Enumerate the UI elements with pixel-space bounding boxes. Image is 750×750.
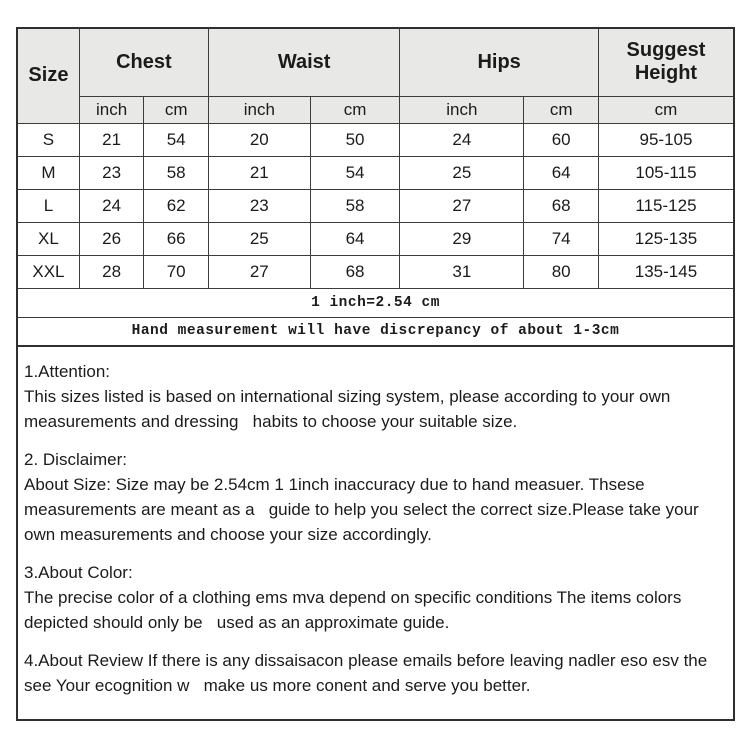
info-box xyxy=(16,347,735,721)
size-label-cell: S xyxy=(17,123,79,156)
header-chest: Chest xyxy=(79,28,208,96)
about-color-heading: 3.About Color: xyxy=(24,563,133,582)
value-cell: 26 xyxy=(79,222,144,255)
attention-heading: 1.Attention: xyxy=(24,362,111,381)
header-chest-inch: inch xyxy=(79,96,144,123)
table-row-xxl xyxy=(17,255,734,288)
header-waist-inch: inch xyxy=(208,96,310,123)
value-cell: 25 xyxy=(208,222,310,255)
value-cell: 125-135 xyxy=(598,222,734,255)
measurement-discrepancy-note: Hand measurement will have discrepancy of about 1-3cm xyxy=(17,317,734,346)
value-cell: 54 xyxy=(144,123,209,156)
value-cell: 21 xyxy=(79,123,144,156)
value-cell: 66 xyxy=(144,222,209,255)
table-row-xl xyxy=(17,222,734,255)
value-cell: 29 xyxy=(400,222,524,255)
table-row-s xyxy=(17,123,734,156)
value-cell: 28 xyxy=(79,255,144,288)
value-cell: 135-145 xyxy=(598,255,734,288)
header-hips: Hips xyxy=(400,28,599,96)
header-waist-cm: cm xyxy=(310,96,400,123)
value-cell: 68 xyxy=(310,255,400,288)
header-chest-cm: cm xyxy=(144,96,209,123)
value-cell: 74 xyxy=(524,222,599,255)
value-cell: 23 xyxy=(208,189,310,222)
value-cell: 50 xyxy=(310,123,400,156)
table-row-l xyxy=(17,189,734,222)
header-waist: Waist xyxy=(208,28,399,96)
header-hips-inch: inch xyxy=(400,96,524,123)
header-row-groups xyxy=(17,28,734,96)
size-label-cell: M xyxy=(17,156,79,189)
header-row-units xyxy=(17,96,734,123)
table-row-m xyxy=(17,156,734,189)
disclaimer-heading: 2. Disclaimer: xyxy=(24,450,127,469)
value-cell: 24 xyxy=(79,189,144,222)
value-cell: 27 xyxy=(208,255,310,288)
size-label-cell: L xyxy=(17,189,79,222)
note-row-discrepancy xyxy=(17,317,734,346)
value-cell: 27 xyxy=(400,189,524,222)
value-cell: 20 xyxy=(208,123,310,156)
value-cell: 80 xyxy=(524,255,599,288)
value-cell: 21 xyxy=(208,156,310,189)
header-hips-cm: cm xyxy=(524,96,599,123)
info-section-attention xyxy=(24,359,723,434)
disclaimer-body: About Size: Size may be 2.54cm 1 1inch inaccuracy due to hand measuer. Thsese measurements are meant as a guide to help you select the correct size.Please take your own measurements and choose your size accordingly. xyxy=(24,475,704,544)
info-section-about-color xyxy=(24,560,723,635)
info-section-disclaimer xyxy=(24,447,723,547)
value-cell: 54 xyxy=(310,156,400,189)
value-cell: 95-105 xyxy=(598,123,734,156)
header-suggest-height: Suggest Height xyxy=(598,28,734,96)
value-cell: 105-115 xyxy=(598,156,734,189)
attention-body: This sizes listed is based on international sizing system, please according to your own measurements and dressing habits to choose your suitable size. xyxy=(24,387,676,431)
value-cell: 115-125 xyxy=(598,189,734,222)
value-cell: 23 xyxy=(79,156,144,189)
value-cell: 64 xyxy=(524,156,599,189)
value-cell: 58 xyxy=(310,189,400,222)
value-cell: 58 xyxy=(144,156,209,189)
info-section-about-review xyxy=(24,648,723,698)
about-review-body: 4.About Review If there is any dissaisacon please emails before leaving nadler eso esv the see Your ecognition w make us more conent and serve you better. xyxy=(24,651,712,695)
note-row-conversion xyxy=(17,288,734,317)
size-label-cell: XL xyxy=(17,222,79,255)
value-cell: 31 xyxy=(400,255,524,288)
value-cell: 24 xyxy=(400,123,524,156)
inch-conversion-note: 1 inch=2.54 cm xyxy=(17,288,734,317)
about-color-body: The precise color of a clothing ems mva depend on specific conditions The items colors depicted should only be used as an approximate guide. xyxy=(24,588,687,632)
value-cell: 64 xyxy=(310,222,400,255)
value-cell: 68 xyxy=(524,189,599,222)
header-height-cm: cm xyxy=(598,96,734,123)
value-cell: 25 xyxy=(400,156,524,189)
value-cell: 62 xyxy=(144,189,209,222)
header-size: Size xyxy=(17,28,79,123)
size-label-cell: XXL xyxy=(17,255,79,288)
size-chart-table xyxy=(16,27,735,347)
value-cell: 60 xyxy=(524,123,599,156)
value-cell: 70 xyxy=(144,255,209,288)
